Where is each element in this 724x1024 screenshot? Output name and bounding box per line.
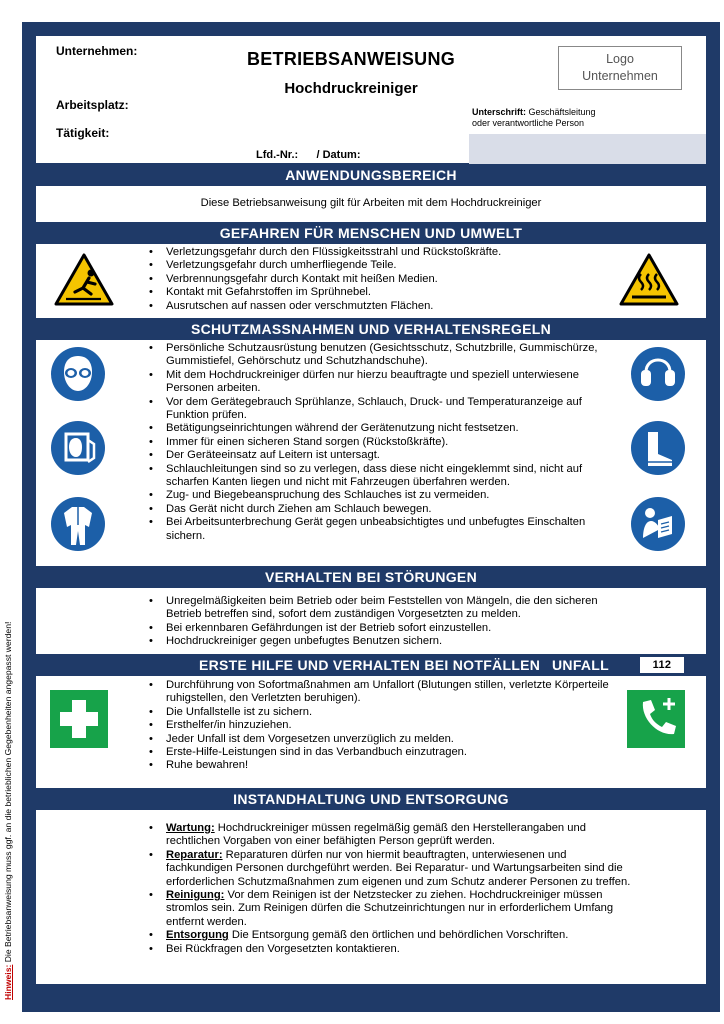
measures-body [36, 340, 706, 566]
ear-protection-icon [630, 346, 686, 402]
list-item: • Unregelmäßigkeiten beim Betrieb oder beim Feststellen von Mängeln, die den sicheren Betrieb betreffen sind, sofort dem zuständigen Vorgesetzten zu melden. [144, 595, 624, 622]
list-item: • Der Geräteeinsatz auf Leitern ist untersagt. [144, 449, 599, 462]
maintenance-label: Wartung: [166, 822, 215, 834]
list-item: • Bei Arbeitsunterbrechung Gerät gegen unbeabsichtigtes und unbefugtes Einschalten sichern. [144, 516, 599, 543]
list-item [144, 943, 634, 956]
maintenance-text: Hochdruckreiniger müssen regelmäßig gemäß den Herstellerangaben und rechtlichen Vorgaben von einer befähigten Person geprüft werden. [166, 822, 586, 848]
list-item [144, 889, 634, 929]
list-item: • Die Unfallstelle ist zu sichern. [144, 706, 614, 719]
document-title: BETRIEBSANWEISUNG [246, 49, 456, 69]
signature-field[interactable] [469, 134, 706, 164]
hazards-list [144, 246, 584, 313]
list-item [144, 929, 634, 942]
list-item: • Kontakt mit Gefahrstoffen im Sprühnebel. [144, 286, 584, 299]
signature-label [472, 107, 692, 129]
emergency-phone-icon [627, 690, 685, 748]
lfd-date-label: Lfd.-Nr.: / Datum: [256, 149, 361, 161]
first-aid-list [144, 679, 614, 773]
list-item: • Jeder Unfall ist dem Vorgesetzen unverzüglich zu melden. [144, 733, 614, 746]
hazards-heading: GEFAHREN FÜR MENSCHEN UND UMWELT [36, 222, 706, 244]
logo-line-2: Unternehmen [582, 69, 658, 83]
protective-clothing-icon [50, 496, 106, 552]
list-item: • Das Gerät nicht durch Ziehen am Schlauch bewegen. [144, 503, 599, 516]
document-subtitle: Hochdruckreiniger [284, 80, 418, 97]
first-aid-icon [50, 690, 108, 748]
list-item: • Ausrutschen auf nassen oder verschmutzten Flächen. [144, 300, 584, 313]
scope-text: Diese Betriebsanweisung gilt für Arbeiten mit dem Hochdruckreiniger [200, 197, 542, 209]
safety-boots-icon [630, 420, 686, 476]
list-item: • Bei erkennbaren Gefährdungen ist der Betrieb sofort einzustellen. [144, 622, 624, 635]
hot-surface-warning-icon [618, 252, 680, 308]
side-note-hint: Hinweis: [3, 964, 13, 1000]
list-item: • Mit dem Hochdruckreiniger dürfen nur hierzu beauftragte und speziell unterwiesene Personen arbeiten. [144, 369, 599, 396]
side-note [3, 540, 17, 1000]
company-label: Unternehmen: [56, 44, 138, 58]
maintenance-text: Bei Rückfragen den Vorgesetzten kontaktieren. [166, 942, 400, 955]
measures-list [144, 342, 599, 543]
maintenance-label: Reinigung: [166, 889, 225, 902]
scope-body [36, 186, 706, 222]
list-item: • Verbrennungsgefahr durch Kontakt mit heißen Medien. [144, 273, 584, 286]
slippery-warning-icon [53, 252, 115, 308]
malfunction-heading: VERHALTEN BEI STÖRUNGEN [36, 566, 706, 588]
list-item: • Ersthelfer/in hinzuziehen. [144, 719, 614, 732]
list-item: • Betätigungseinrichtungen während der Gerätenutzung nicht festsetzen. [144, 422, 599, 435]
malfunction-body [36, 588, 706, 654]
list-item: • Verletzungsgefahr durch den Flüssigkeitsstrahl und Rückstoßkräfte. [144, 246, 584, 259]
logo-line-1: Logo [606, 52, 634, 66]
list-item: • Schlauchleitungen sind so zu verlegen, dass diese nicht eingeklemmt sind, nicht auf scharfen Kanten liegen und nicht mit Fahrzeugen überfahren werden. [144, 463, 599, 490]
accident-label: UNFALL [552, 657, 610, 673]
read-instructions-icon [630, 496, 686, 552]
workplace-label: Arbeitsplatz: [56, 98, 129, 112]
logo-placeholder [558, 46, 682, 90]
sheet-inner [36, 36, 706, 984]
list-item: • Immer für einen sicheren Stand sorgen (Rückstoßkräfte). [144, 436, 599, 449]
header [36, 36, 706, 164]
list-item: • Vor dem Gerätegebrauch Sprühlanze, Schlauch, Druck- und Temperaturanzeige auf Funktion prüfen. [144, 396, 599, 423]
maintenance-list [144, 822, 634, 956]
list-item: • Hochdruckreiniger gegen unbefugtes Benutzen sichern. [144, 635, 624, 648]
list-item: • Ruhe bewahren! [144, 759, 614, 772]
signature-label-bold: Unterschrift: [472, 107, 527, 117]
list-item [144, 849, 634, 889]
maintenance-text: Die Entsorgung gemäß den örtlichen und behördlichen Vorschriften. [228, 929, 569, 942]
list-item [144, 822, 634, 849]
maintenance-text: Vor dem Reinigen ist der Netzstecker zu ziehen. Hochdruckreiniger müssen stromlos sein. Zum Reinigen dürfen die Schutzeinrichtungen nur in erforderlichem Umfang entfernt werden. [166, 889, 614, 928]
maintenance-label: Reparatur: [166, 848, 223, 861]
first-aid-title: ERSTE HILFE UND VERHALTEN BEI NOTFÄLLEN [199, 657, 541, 673]
first-aid-body [36, 676, 706, 788]
side-note-text: Die Betriebsanweisung muss ggf. an die betrieblichen Gegebenheiten angepasst werden! [3, 621, 13, 965]
list-item: • Durchführung von Sofortmaßnahmen am Unfallort (Blutungen stillen, verletzte Körperteile ruhigstellen, den Verletzten beruhigen). [144, 679, 614, 706]
instruction-sheet [22, 22, 720, 1012]
emergency-number: 112 [640, 657, 684, 673]
scope-heading: ANWENDUNGSBEREICH [36, 164, 706, 186]
list-item: • Erste-Hilfe-Leistungen sind in das Verbandbuch einzutragen. [144, 746, 614, 759]
hazards-body [36, 244, 706, 318]
face-shield-icon [50, 420, 106, 476]
list-item: • Zug- und Biegebeanspruchung des Schlauches ist zu vermeiden. [144, 489, 599, 502]
measures-heading: SCHUTZMASSNAHMEN UND VERHALTENSREGELN [36, 318, 706, 340]
signature-text-2: oder verantwortliche Person [472, 118, 585, 128]
first-aid-heading [36, 654, 706, 676]
malfunction-list [144, 595, 624, 649]
maintenance-heading: INSTANDHALTUNG UND ENTSORGUNG [36, 788, 706, 810]
list-item: • Verletzungsgefahr durch umherfliegende Teile. [144, 259, 584, 272]
eye-protection-icon [50, 346, 106, 402]
maintenance-body [36, 810, 706, 984]
signature-text-1: Geschäftsleitung [526, 107, 596, 117]
list-item: • Persönliche Schutzausrüstung benutzen (Gesichtsschutz, Schutzbrille, Gummischürze, Gummistiefel, Gehörschutz und Schutzhandschuhe). [144, 342, 599, 369]
maintenance-label: Entsorgung [166, 929, 229, 942]
maintenance-text: Reparaturen dürfen nur von hiermit beauftragten, unterwiesenen und fachkundigen Personen durchgeführt werden. Bei Reparatur- und Wartungsarbeiten sind die erforderlichen Schutzmaßnahmen zum eigenen und zum Schutz anderer Personen zu treffen. [166, 848, 631, 888]
activity-label: Tätigkeit: [56, 126, 110, 140]
